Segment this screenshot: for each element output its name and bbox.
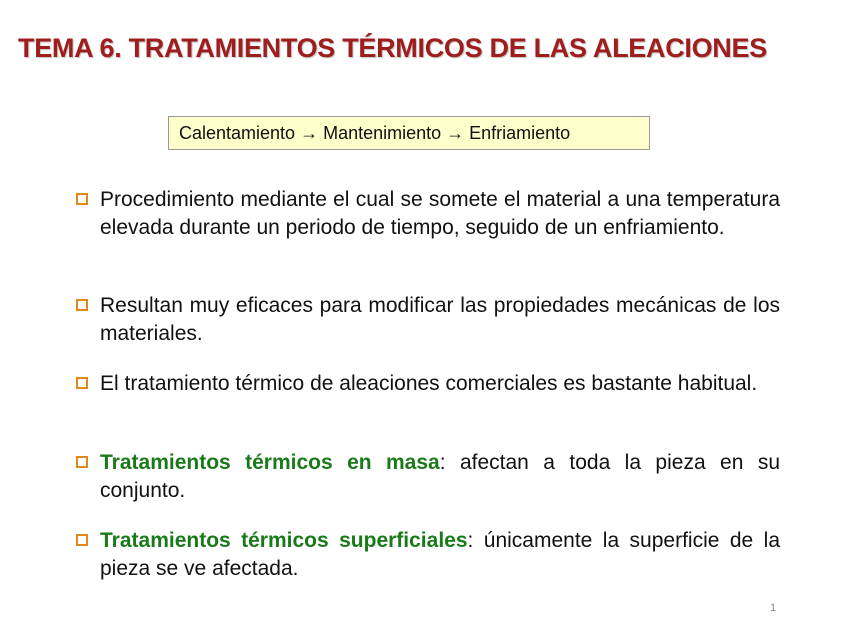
bullet-text: : afectan a toda la pieza en su conjunto. bbox=[100, 451, 780, 502]
bullet-text: Procedimiento mediante el cual se somete el material a una temperatura elevada durante un periodo de tiempo, seguido de un enfriamiento. bbox=[100, 188, 780, 239]
bullet-text: : únicamente la superficie de la pieza se ve afectada. bbox=[100, 529, 781, 580]
bullet-highlight-text: Tratamientos térmicos en masa bbox=[100, 451, 440, 474]
checkbox-bullet-icon bbox=[76, 377, 88, 389]
bullet-item bbox=[76, 449, 780, 505]
checkbox-bullet-icon bbox=[76, 299, 88, 311]
bullet-text: Resultan muy eficaces para modificar las propiedades mecánicas de los materiales. bbox=[100, 294, 780, 345]
slide-title: TEMA 6. TRATAMIENTOS TÉRMICOS DE LAS ALEACIONES bbox=[18, 33, 767, 63]
checkbox-bullet-icon bbox=[76, 456, 88, 468]
checkbox-bullet-icon bbox=[76, 534, 88, 546]
bullet-item bbox=[76, 292, 780, 348]
bullet-item bbox=[76, 527, 780, 583]
bullet-item bbox=[76, 370, 780, 398]
checkbox-bullet-icon bbox=[76, 193, 88, 205]
process-sequence-box: Calentamiento → Mantenimiento → Enfriamiento bbox=[168, 116, 650, 150]
bullet-item bbox=[76, 186, 780, 242]
bullet-highlight-text: Tratamientos térmicos superficiales bbox=[100, 529, 468, 552]
page-number: 1 bbox=[770, 602, 777, 614]
bullet-text: El tratamiento térmico de aleaciones comerciales es bastante habitual. bbox=[100, 372, 758, 395]
